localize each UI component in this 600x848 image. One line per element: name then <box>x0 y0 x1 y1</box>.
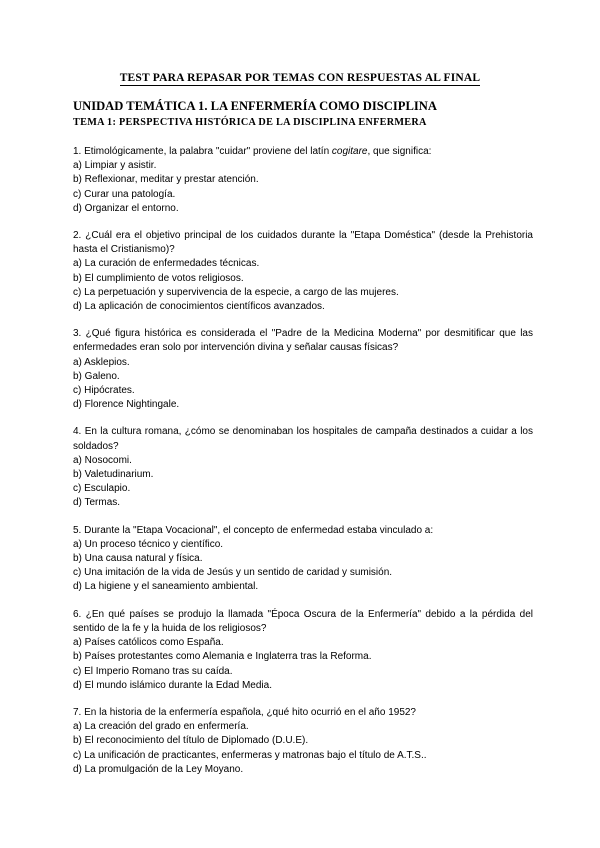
question-6 <box>73 608 533 693</box>
question-list <box>73 145 533 790</box>
answer-option-b: b) Valetudinarium. <box>73 469 154 481</box>
question-7 <box>73 706 533 777</box>
answer-option-c: c) Curar una patología. <box>73 188 176 200</box>
question-stem: 6. ¿En qué países se produjo la llamada "Época Oscura de la Enfermería" debido a la pérdida del sentido de la fe y la huida de los religiosos? <box>73 608 533 634</box>
question-stem-text-end: , que significa: <box>367 146 432 157</box>
answer-option-b: b) El reconocimiento del título de Diplomado (D.U.E). <box>73 735 309 747</box>
answer-option-c: c) La perpetuación y supervivencia de la especie, a cargo de las mujeres. <box>73 286 399 298</box>
document-title <box>0 72 600 84</box>
answer-option-b: b) Una causa natural y física. <box>73 553 203 565</box>
answer-option-b: b) Reflexionar, meditar y prestar atención. <box>73 174 259 186</box>
answer-option-b: b) El cumplimiento de votos religiosos. <box>73 272 244 284</box>
question-stem: 7. En la historia de la enfermería española, ¿qué hito ocurrió en el año 1952? <box>73 706 416 718</box>
question-stem: 5. Durante la "Etapa Vocacional", el concepto de enfermedad estaba vinculado a: <box>73 524 434 536</box>
answer-option-a: a) Países católicos como España. <box>73 637 224 649</box>
answer-option-a: a) Limpiar y asistir. <box>73 160 157 172</box>
answer-option-b: b) Galeno. <box>73 370 120 382</box>
question-3 <box>73 327 533 412</box>
question-4 <box>73 425 533 510</box>
answer-option-c: c) Hipócrates. <box>73 385 135 397</box>
answer-option-c: c) El Imperio Romano tras su caída. <box>73 665 233 677</box>
question-stem-text: 1. Etimológicamente, la palabra "cuidar" proviene del latín <box>73 146 332 157</box>
answer-option-a: a) Un proceso técnico y científico. <box>73 538 224 550</box>
topic-heading: TEMA 1: PERSPECTIVA HISTÓRICA DE LA DISCIPLINA ENFERMERA <box>73 117 427 128</box>
question-stem: 3. ¿Qué figura histórica es considerada el "Padre de la Medicina Moderna" por desmitificar que las enfermedades eran solo por intervención divina y señalar causas físicas? <box>73 328 533 354</box>
answer-option-d: d) La promulgación de la Ley Moyano. <box>73 763 244 775</box>
answer-option-c: c) La unificación de practicantes, enfermeras y matronas bajo el título de A.T.S.. <box>73 749 427 761</box>
document-title-text: TEST PARA REPASAR POR TEMAS CON RESPUESTAS AL FINAL <box>119 72 481 84</box>
question-stem-italic: cogitare <box>331 146 368 157</box>
answer-option-d: d) Florence Nightingale. <box>73 399 180 411</box>
answer-option-d: d) El mundo islámico durante la Edad Media. <box>73 679 272 691</box>
answer-option-a: a) La curación de enfermedades técnicas. <box>73 258 260 270</box>
unit-heading: UNIDAD TEMÁTICA 1. LA ENFERMERÍA COMO DISCIPLINA <box>73 99 437 113</box>
answer-option-a: a) Asklepios. <box>73 356 130 368</box>
question-2 <box>73 229 533 314</box>
answer-option-d: d) Termas. <box>73 497 121 509</box>
question-1 <box>73 145 533 216</box>
answer-option-d: d) Organizar el entorno. <box>73 202 179 214</box>
answer-option-a: a) La creación del grado en enfermería. <box>73 721 249 733</box>
question-5 <box>73 524 533 595</box>
answer-option-a: a) Nosocomi. <box>73 454 132 466</box>
answer-option-c: c) Esculapio. <box>73 483 131 495</box>
answer-option-d: d) La aplicación de conocimientos científicos avanzados. <box>73 301 325 313</box>
answer-option-b: b) Países protestantes como Alemania e Inglaterra tras la Reforma. <box>73 651 372 663</box>
answer-option-d: d) La higiene y el saneamiento ambiental. <box>73 581 259 593</box>
question-stem <box>73 145 533 159</box>
question-stem: 2. ¿Cuál era el objetivo principal de los cuidados durante la "Etapa Doméstica" (desde la Prehistoria hasta el Cristianismo)? <box>73 230 533 256</box>
answer-option-c: c) Una imitación de la vida de Jesús y un sentido de caridad y sumisión. <box>73 567 393 579</box>
question-stem: 4. En la cultura romana, ¿cómo se denominaban los hospitales de campaña destinados a cuidar a los soldados? <box>73 426 533 452</box>
